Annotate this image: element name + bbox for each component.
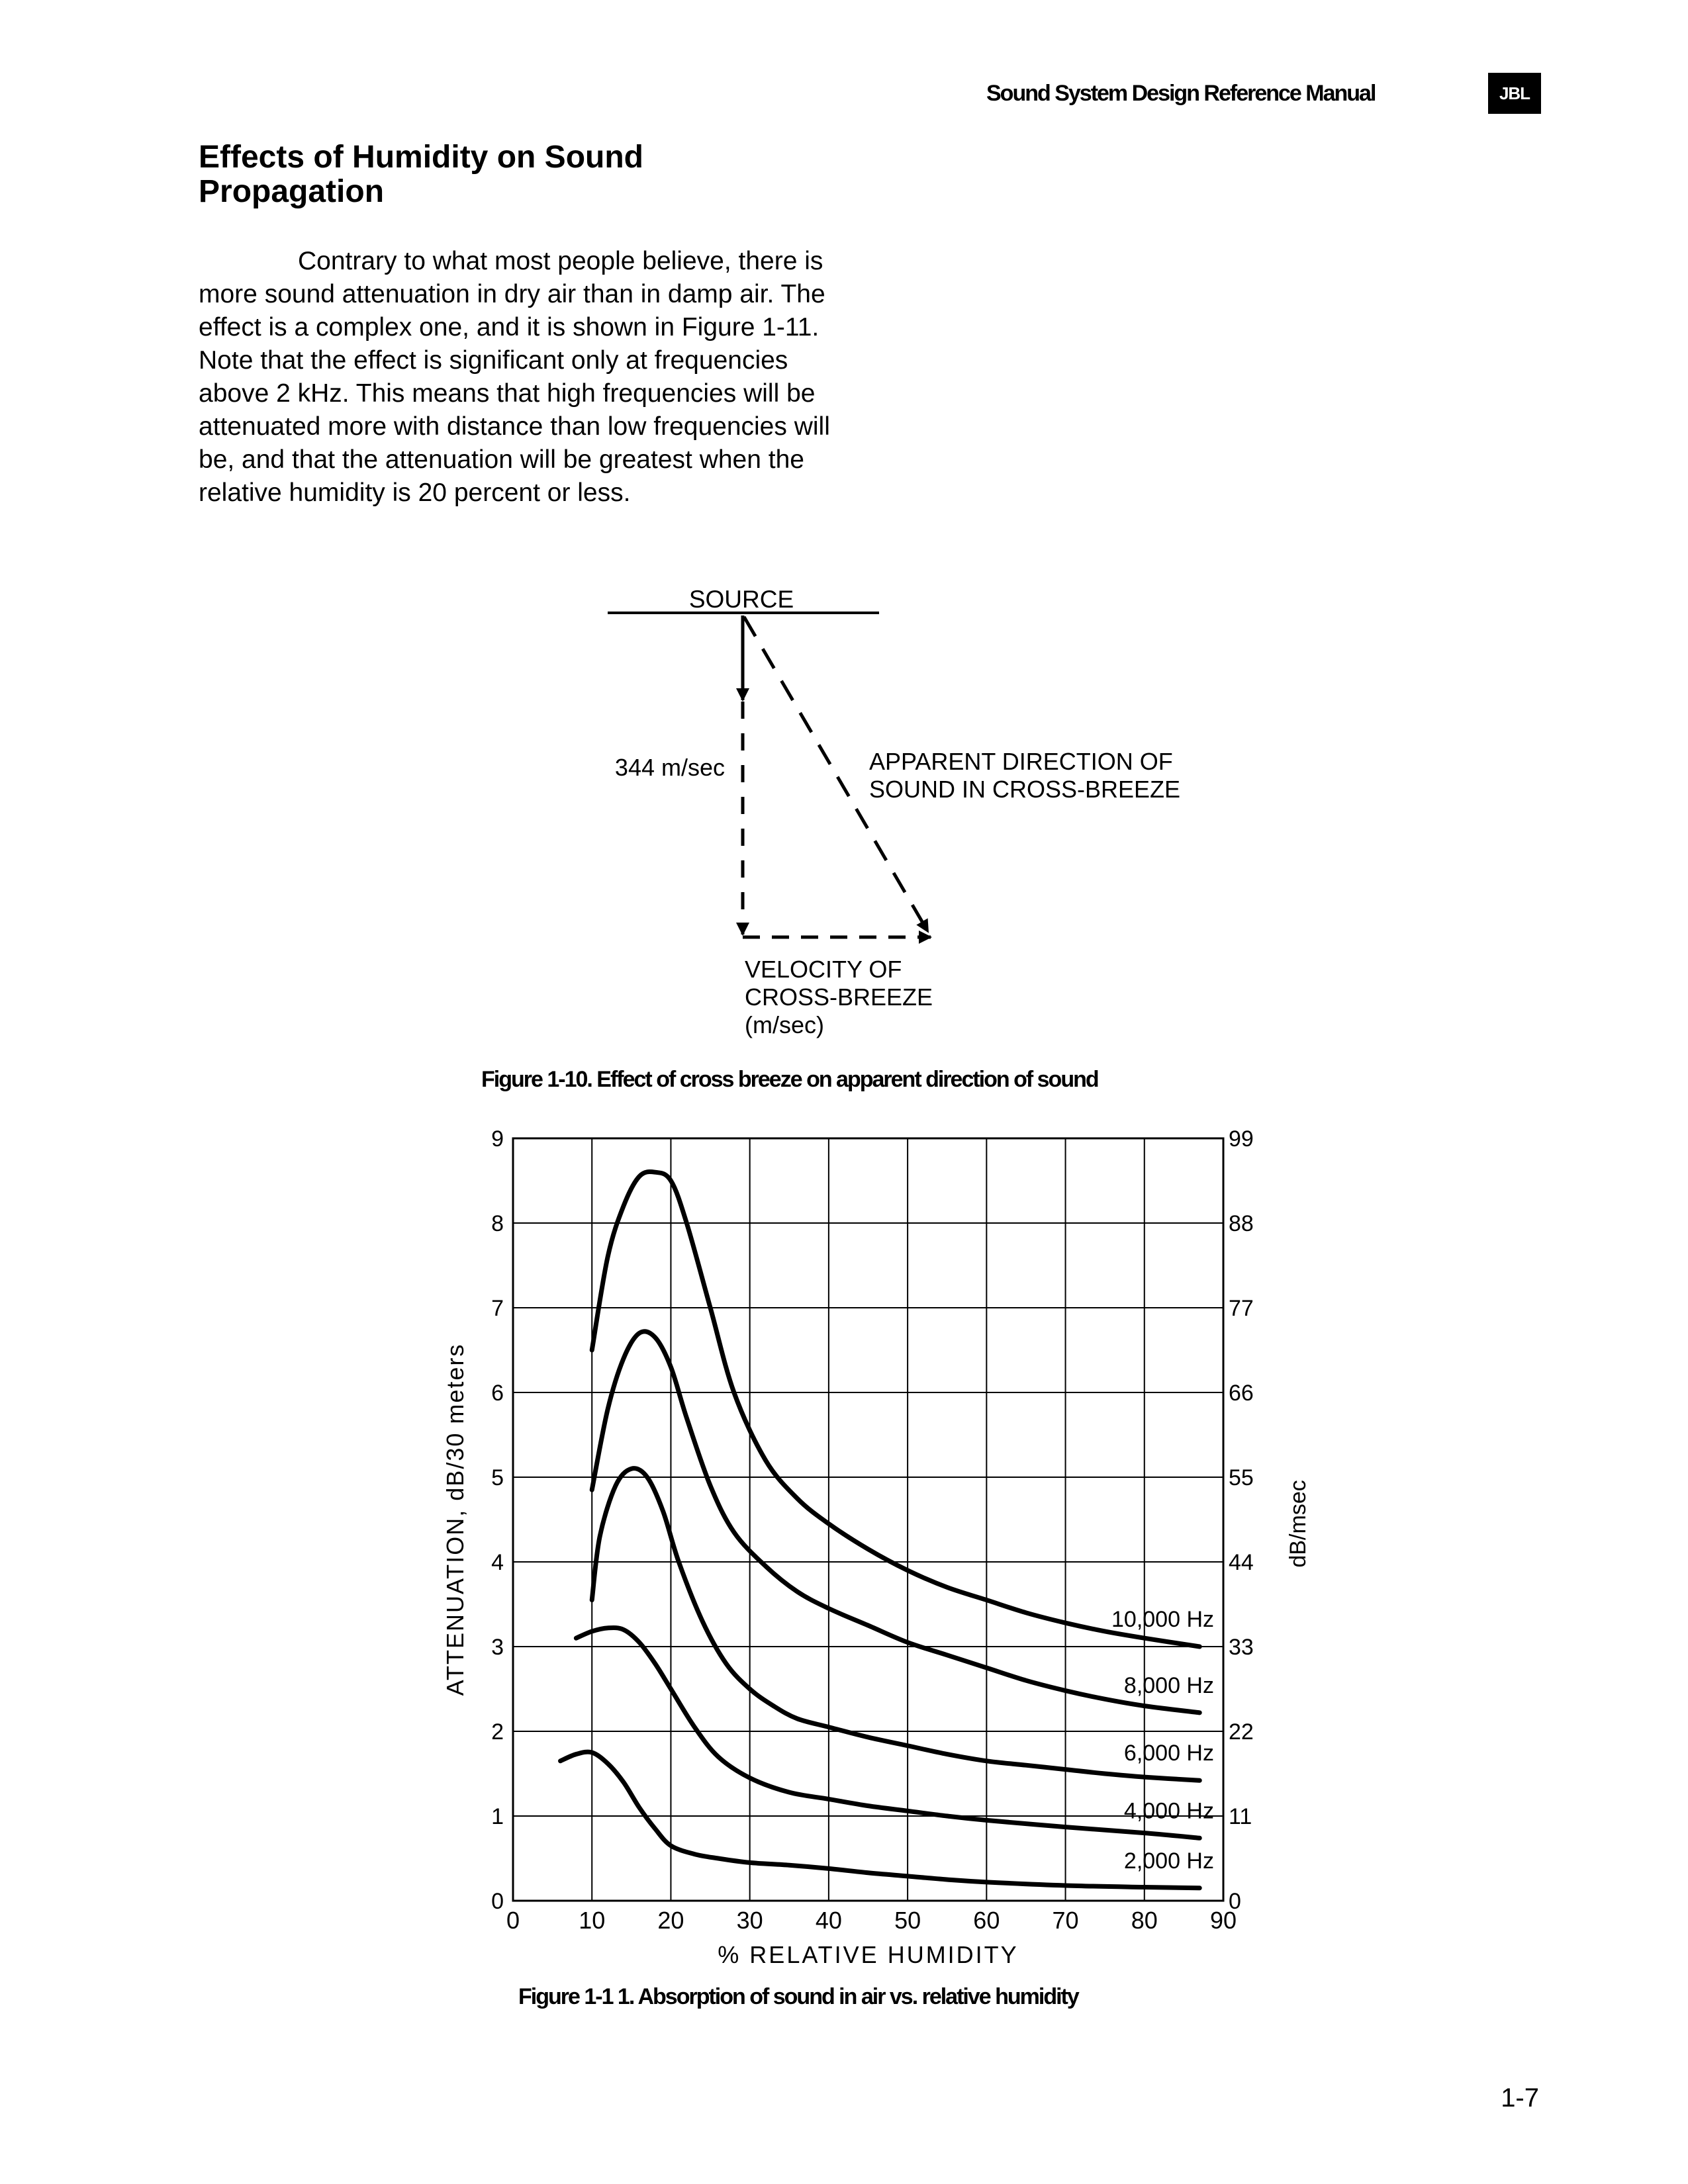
y2-tick-label: 77 [1229, 1296, 1254, 1321]
x-tick-label: 20 [657, 1907, 684, 1934]
x-tick-label: 80 [1131, 1907, 1158, 1934]
y2-tick-label: 22 [1229, 1719, 1254, 1745]
page-number: 1-7 [1501, 2083, 1539, 2113]
series-label: 4,000 Hz [1123, 1798, 1214, 1824]
x-tick-label: 60 [973, 1907, 1000, 1934]
y-tick-label: 5 [491, 1465, 504, 1490]
x-tick-label: 90 [1209, 1907, 1237, 1934]
jbl-logo: JBL [1488, 73, 1541, 114]
y-tick-label: 1 [491, 1804, 504, 1829]
x-tick-label: 70 [1052, 1907, 1079, 1934]
y-tick-label: 4 [491, 1550, 504, 1575]
velocity-label-line3: (m/sec) [745, 1011, 824, 1038]
y2-tick-label: 44 [1229, 1550, 1254, 1575]
velocity-label-line1: VELOCITY OF [745, 956, 902, 983]
series-line [592, 1469, 1199, 1781]
y-tick-label: 0 [491, 1889, 504, 1914]
y-tick-label: 8 [491, 1211, 504, 1236]
figure-11-caption: Figure 1-1 1. Absorption of sound in air vs. relative humidity [518, 1984, 1078, 2009]
y2-tick-label: 66 [1229, 1381, 1254, 1406]
body-paragraph: Contrary to what most people believe, there is more sound attenuation in dry air than in damp air. The effect is a complex one, and it is shown in Figure 1-11. Note that the effect is significant only at frequencies above 2 kHz. This means that high frequencies will be attenuated more with distance than low frequencies will be, and that the attenuation will be greatest when the relative humidity is 20 percent or less. [199, 247, 830, 507]
series-label: 6,000 Hz [1123, 1741, 1214, 1766]
y-tick-label: 3 [491, 1635, 504, 1660]
y-tick-label: 6 [491, 1381, 504, 1406]
y-tick-label: 9 [491, 1126, 504, 1152]
y-tick-label: 7 [491, 1296, 504, 1321]
x-tick-label: 50 [894, 1907, 921, 1934]
series-line [576, 1628, 1199, 1839]
y2-tick-label: 99 [1229, 1126, 1254, 1152]
x-tick-label: 40 [815, 1907, 842, 1934]
plot-frame [513, 1138, 1223, 1901]
y2-axis-label: dB/msec [1286, 1480, 1311, 1568]
series-label: 2,000 Hz [1123, 1848, 1214, 1874]
y2-tick-label: 0 [1229, 1889, 1241, 1914]
velocity-label-line2: CROSS-BREEZE [745, 983, 933, 1011]
x-tick-label: 10 [579, 1907, 606, 1934]
humidity-absorption-chart [0, 1118, 1688, 1979]
section-title: Effects of Humidity on Sound Propagation [199, 140, 643, 209]
y-axis-label: ATTENUATION, dB/30 meters [442, 1343, 469, 1696]
x-axis-label: % RELATIVE HUMIDITY [718, 1941, 1019, 1968]
series-label: 8,000 Hz [1123, 1672, 1214, 1698]
y2-tick-label: 33 [1229, 1635, 1254, 1660]
document-header-title: Sound System Design Reference Manual [986, 81, 1376, 106]
series-line [592, 1332, 1199, 1713]
apparent-direction-label-line2: SOUND IN CROSS-BREEZE [869, 776, 1181, 803]
source-label: SOURCE [688, 586, 794, 613]
y2-tick-label: 88 [1229, 1211, 1254, 1236]
apparent-direction-label-line1: APPARENT DIRECTION OF [869, 748, 1173, 775]
x-tick-label: 30 [736, 1907, 763, 1934]
x-tick-label: 0 [506, 1907, 520, 1934]
y-tick-label: 2 [491, 1719, 504, 1745]
y2-tick-label: 55 [1229, 1465, 1254, 1490]
y2-tick-label: 11 [1229, 1804, 1252, 1829]
series-label: 10,000 Hz [1111, 1607, 1214, 1632]
speed-label: 344 m/sec [614, 754, 725, 781]
figure-10-caption: Figure 1-10. Effect of cross breeze on apparent direction of sound [481, 1067, 1098, 1092]
